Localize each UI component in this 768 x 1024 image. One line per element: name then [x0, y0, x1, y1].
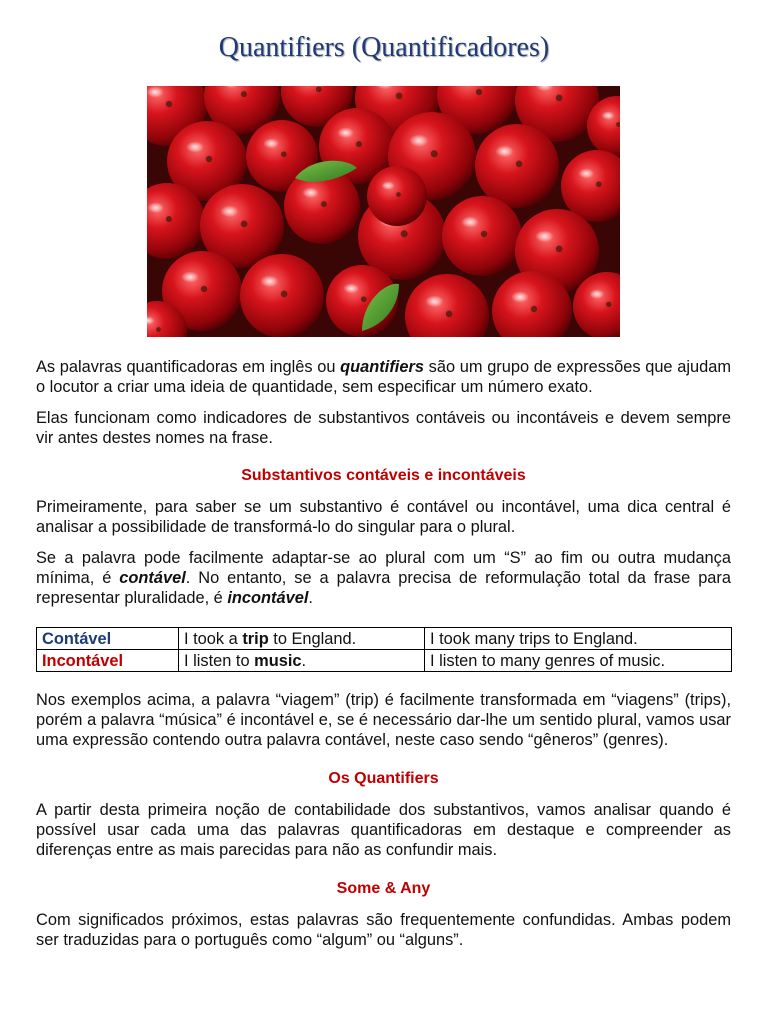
- table-row: [37, 650, 732, 672]
- section1-paragraph-2: Se a palavra pode facilmente adaptar-se ao plural com um “S” ao fim ou outra mudança mínima, é contável. No entanto, se a palavra precisa de reformulação total da frase para representar pluralidade, é incontável.: [36, 549, 731, 607]
- document-body: [36, 357, 731, 961]
- example-plural: I took many trips to England.: [425, 628, 732, 650]
- section-heading-some-any: Some & Any: [336, 880, 431, 897]
- section3-paragraph-1: Com significados próximos, estas palavras são frequentemente confundidas. Ambas podem ser traduzidas para o português como “algum” ou “alguns”.: [36, 911, 731, 949]
- section2-paragraph-1: A partir desta primeira noção de contabilidade dos substantivos, vamos analisar quando é possível usar cada uma das palavras quantificadoras em destaque e compreender as diferenças entre as mais parecidas para não as confundir mais.: [36, 801, 731, 859]
- after-table-paragraph: Nos exemplos acima, a palavra “viagem” (trip) é facilmente transformada em “viagens” (trips), porém a palavra “música” é incontável e, se é necessário dar-lhe um sentido plural, vamos usar uma expressão contendo outra palavra contável, neste caso sendo “gêneros” (genres).: [36, 691, 731, 749]
- example-singular: I took a trip to England.: [179, 628, 425, 650]
- intro-paragraph-2: Elas funcionam como indicadores de substantivos contáveis ou incontáveis e devem sempre vir antes destes nomes na frase.: [36, 409, 731, 447]
- example-singular: I listen to music.: [179, 650, 425, 672]
- intro-paragraph-1: As palavras quantificadoras em inglês ou quantifiers são um grupo de expressões que ajudam o locutor a criar uma ideia de quantidade, sem especificar um número exato.: [36, 358, 731, 396]
- section1-paragraph-1: Primeiramente, para saber se um substantivo é contável ou incontável, uma dica central é analisar a possibilidade de transformá-lo do singular para o plural.: [36, 498, 731, 536]
- section-heading-quantifiers: Os Quantifiers: [328, 770, 439, 787]
- row-label-countable: Contável: [37, 628, 179, 650]
- section-heading-countable: Substantivos contáveis e incontáveis: [241, 467, 526, 484]
- apples-illustration: [147, 86, 620, 337]
- table-row: [37, 628, 732, 650]
- example-plural: I listen to many genres of music.: [425, 650, 732, 672]
- examples-table: [36, 627, 732, 672]
- row-label-uncountable: Incontável: [37, 650, 179, 672]
- apples-photo-icon: [147, 86, 620, 337]
- page-title: Quantifiers (Quantificadores): [218, 32, 550, 63]
